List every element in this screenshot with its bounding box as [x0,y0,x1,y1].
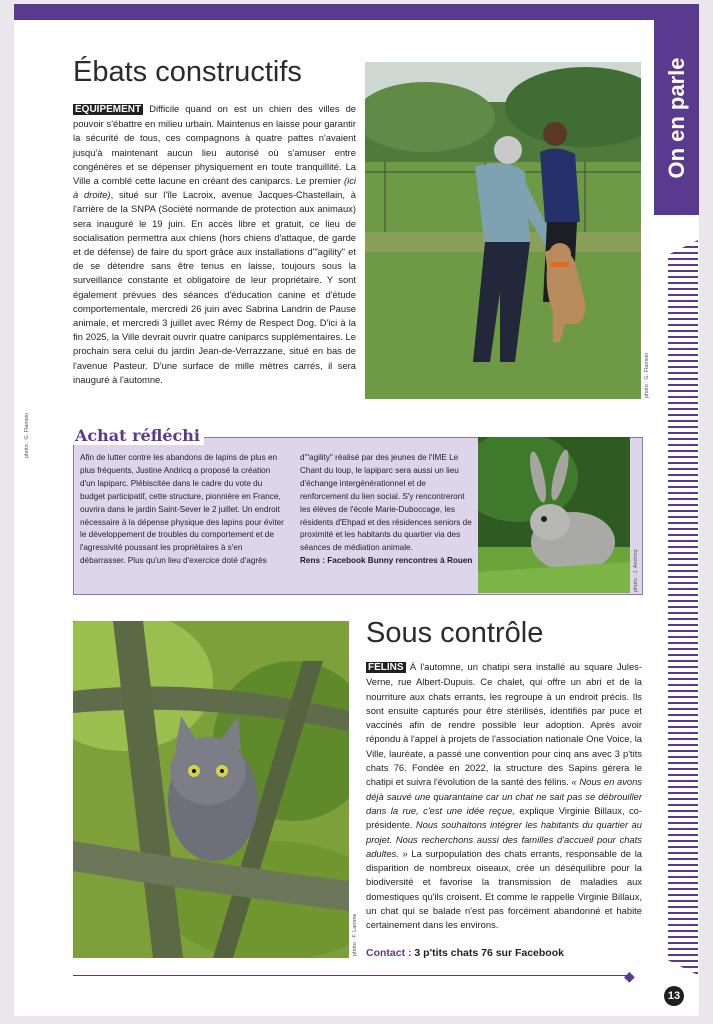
cat-photo [73,621,349,958]
box-photo-credit: photo : J. Andricq [633,549,639,592]
article1-title: Ébats constructifs [73,56,302,88]
box-title: Achat réfléchi [73,426,204,445]
article1-photo-credit: photo : G. Flamein [644,352,650,398]
article2-body [366,660,642,933]
article2-quote-a: « Nous en avons déjà sauvé une quarantaine car un chat ne sait pas se débrouiller dans la rue, c'est une idée reçue, [366,776,642,816]
box-info-line: Rens : Facebook Bunny rencontres à Rouen [300,556,473,566]
article2-contact [366,947,564,959]
bottom-rule [73,975,633,976]
article2-title: Sous contrôle [366,617,544,649]
dog-park-photo [365,62,641,399]
page-number: 13 [664,986,684,1006]
decorative-stripes [668,240,698,975]
box-column-1: Afin de lutter contre les abandons de lapins de plus en plus fréquents, Justine Andricq a proposé la création d'un lapiparc. Plébiscitée dans le cadre du vote du budget participatif, cette structure, pionnière en France, ouvrira dans le jardin Saint-Sever le 2 juillet. Un endroit nécessaire à la dépense physique des lapins pour éviter le développement de troubles du comportement et de l'agressivité poussant les propriétaires à s'en débarrasser. Plus qu'un lieu d'exercice doté d'agrès [80,453,284,566]
article2-body-a: À l'automne, un chatipi sera installé au square Jules-Verne, rue Albert-Dupuis. Ce chalet, qui offre un abri et de la nourriture aux chats errants, les regroupe à un endroit précis. Ils sont ensuite capturés pour être stérilisés, identifiés par puce et vaccinés afin de rendre possible leur adoption. Après avoir répondu à l'appel à projets de l'association nationale One Voice, la Ville, lauréate, a passé une convention pour cinq ans avec 3 p'tits chats 76. Fondée en 2022, la structure des Sapins gérera le chatipi et suivra l'évolution de la santé des félins. [366,661,642,788]
article2-tag: FÉLINS [368,662,404,673]
left-margin-credit: photo : G. Flamein [24,412,30,458]
article1-tag: ÉQUIPEMENT [75,104,142,115]
section-label: On en parle [663,56,689,179]
contact-label: Contact : [366,947,412,959]
top-color-bar [14,4,699,20]
box-column-2 [300,452,476,568]
box-column-2-text: d'"agility" réalisé par des jeunes de l'IME Le Chant du loup, le lapiparc sera aussi un lieu d'échange intergénérationnel et de renforcement du lien social. S'y rencontreront les élèves de l'école Marie-Duboccage, les résidents d'Ehpad et des résidences seniors de proximité et les habitants du quartier via des séances de médiation animale. [300,453,472,553]
diamond-ornament-icon: ◆ [624,968,635,984]
article2-body-b: explique Virginie Billaux, co-présidente. [366,804,642,831]
article1-body [73,102,356,387]
section-tab [654,20,699,215]
contact-value: 3 p'tits chats 76 sur Facebook [414,947,564,959]
article1-body-italic: (ici à droite) [73,175,356,201]
article2-quote-b: Nous souhaitons intégrer les habitants du quartier au projet. Nous recherchons aussi des familles d'accueil pour chats adultes. » [366,819,642,859]
article2-photo-credit: photo : F. Lamme [352,913,358,956]
article2-body-c: La surpopulation des chats errants, responsable de la disparition de nombreux oiseaux, crée un déséquilibre pour la biodiversité et favorise la transmission de maladies aux domestiques qu'ils croisent. Et comme le rappelle Virginie Billaux, un chat qui se balade n'est pas forcément abandonné et habite certainement dans les environs. [366,847,642,931]
article1-body-a: Difficile quand on est un chien des villes de pouvoir s'ébattre en milieu urbain. Maintenus en laisse pour garantir la sécurité de tous, ces compagnons à quatre pattes n'avaient jusqu'à maintenant aucun lieu autorisé où s'amuser entre congénères et se dépenser physiquement en toute tranquillité. La Ville a comblé cette lacune en créant des caniparcs. Le premier [73,103,357,187]
article1-body-b: , situé sur l'île Lacroix, avenue Jacques-Chastellain, à l'arrière de la SNPA (Société normande de protection aux animaux) sera inauguré le 19 juin. En accès libre et gratuit, ce lieu de socialisation permettra aux chiens (hors chiens d'attaque, de garde et de défense) de faire du sport grâce aux installations d'"agility" et de se détendre sans être tenus en laisse, toujours sous la surveillance constante et obligatoire de leur propriétaire. Y sont également prévues des séances d'éducation canine et d'étude comportementale, mercredi 26 juin avec Sabrina Landrin de Pause animale, et mercredi 3 juillet avec Rémy de Respect Dog. D'ici à la fin 2025, la Ville devrait ouvrir quatre caniparcs supplémentaires. Le prochain sera celui du jardin Jean-de-Verrazzane, situé en bas de l'avenue Pasteur. D'une surface de mille mètres carrés, il sera inauguré à l'automne. [73,189,356,385]
rabbit-photo [478,437,630,593]
